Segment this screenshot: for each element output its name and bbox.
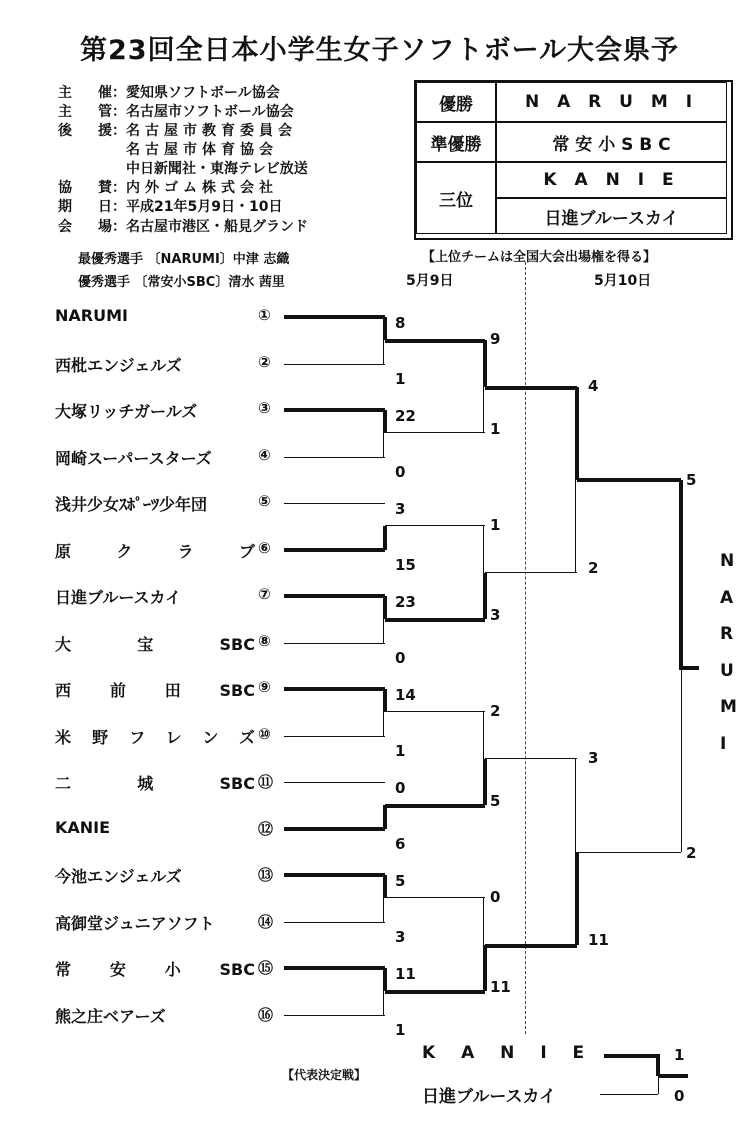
playoff-label: 【代表決定戦】 [282, 1068, 367, 1082]
organizer-label: 主管 [58, 104, 112, 120]
team-line [284, 782, 385, 783]
team-line [284, 873, 385, 877]
round1-connector [383, 689, 387, 712]
team-seed: ⑪ [258, 773, 274, 791]
team-seed: ⑭ [258, 912, 274, 931]
team-name: 岡崎スーパースターズ [55, 448, 212, 468]
round1-connector [383, 968, 387, 991]
round2-connector [483, 712, 484, 759]
round2-score: 2 [490, 702, 501, 721]
round2-line [385, 432, 485, 433]
organizer-colon: ： [112, 180, 126, 196]
winner-label: 優勝 [416, 82, 496, 122]
round1-score: 3 [395, 500, 406, 518]
round3-line [485, 572, 577, 573]
round1-score: 6 [395, 834, 406, 853]
final-score: 5 [686, 470, 697, 489]
round3-line [485, 758, 577, 759]
round1-connector [383, 619, 384, 642]
runnerup-label: 準優勝 [416, 122, 496, 162]
organizer-value: 名古屋市教育委員会 [126, 123, 297, 139]
round2-score: 11 [490, 978, 511, 997]
round3-score: 4 [588, 376, 599, 395]
round1-connector [383, 712, 384, 735]
round1-connector [383, 410, 387, 433]
third-label: 三位 [416, 162, 496, 234]
organizer-value: 中日新聞社・東海テレビ放送 [126, 161, 308, 177]
organizer-row [58, 196, 282, 216]
round3-line [485, 386, 577, 390]
team-name: 常安小SBC [55, 960, 255, 979]
organizer-value: 内外ゴム株式会社 [126, 180, 278, 196]
round2-line [385, 525, 485, 526]
round1-score: 5 [395, 872, 406, 890]
team-line [284, 966, 385, 970]
round1-connector [383, 875, 387, 898]
playoff-line-1 [604, 1054, 659, 1058]
organizer-value: 愛知県ソフトボール協会 [126, 85, 280, 101]
team-line [284, 1015, 385, 1016]
round1-score: 1 [395, 741, 406, 760]
organizer-row [58, 120, 297, 140]
team-name: 大宝SBC [55, 634, 255, 654]
playoff-vline-2 [658, 1076, 659, 1094]
organizer-row [58, 82, 280, 102]
round2-score: 5 [490, 792, 501, 811]
date-day2: 5月10日 [594, 273, 652, 289]
team-name: 熊之庄ベアーズ [55, 1006, 166, 1026]
organizer-value: 名古屋市港区・船見グランド [126, 219, 308, 235]
team-seed: ⑬ [258, 866, 274, 884]
team-line [284, 687, 385, 691]
champion-letter: M [720, 697, 737, 717]
round2-connector [483, 759, 487, 806]
final-score: 2 [686, 843, 697, 862]
organizer-colon: ： [112, 219, 126, 235]
team-seed: ⑩ [258, 724, 271, 743]
round3-score: 3 [588, 748, 599, 767]
final-connector [681, 666, 682, 852]
final-connector [679, 480, 683, 668]
champion-letter: U [720, 660, 734, 681]
team-seed: ① [258, 306, 271, 324]
team-name: 米野フレンズ [55, 727, 255, 747]
team-seed: ⑫ [258, 819, 274, 838]
organizer-row [58, 158, 308, 178]
team-line [284, 594, 385, 598]
round1-connector [383, 526, 387, 549]
round1-score: 23 [395, 593, 416, 611]
team-seed: ⑥ [258, 538, 271, 557]
round1-score: 14 [395, 686, 416, 704]
team-name: 日進ブルースカイ [55, 588, 182, 607]
final-line [577, 478, 681, 482]
round1-connector [383, 317, 387, 340]
round1-connector [383, 898, 384, 921]
round2-score: 3 [490, 606, 501, 625]
organizer-value: 名古屋市ソフトボール協会 [126, 104, 294, 120]
round1-score: 0 [395, 462, 406, 481]
playoff-team-1: K A N I E [422, 1043, 595, 1063]
winner-name: N A R U M I [496, 82, 727, 122]
organizer-label: 会場 [58, 219, 112, 235]
organizer-row [58, 101, 294, 121]
team-line [284, 643, 385, 644]
team-seed: ⑦ [258, 585, 271, 603]
round3-line [485, 944, 577, 948]
champion-letter: A [720, 587, 734, 608]
round1-score: 22 [395, 407, 416, 425]
team-line [284, 457, 385, 458]
playoff-vline-1 [656, 1054, 660, 1076]
organizer-value: 平成21年5月9日・10日 [126, 199, 283, 215]
round2-connector [483, 526, 484, 573]
organizer-label: 協賛 [58, 180, 112, 196]
round1-score: 3 [395, 927, 406, 946]
organizer-row [58, 139, 278, 159]
round1-connector [383, 596, 387, 619]
team-seed: ③ [258, 399, 271, 417]
organizer-colon: ： [112, 104, 126, 120]
organizer-colon: ： [112, 123, 126, 139]
round2-score: 0 [490, 888, 501, 907]
date-day1: 5月9日 [406, 273, 454, 289]
mvp-award: 最優秀選手 〔NARUMI〕中津 志織 [78, 252, 290, 267]
qualification-note: 【上位チームは全国大会出場権を得る】 [422, 250, 657, 265]
team-seed: ⑯ [258, 1005, 274, 1024]
team-name: 西前田SBC [55, 681, 255, 700]
round2-score: 1 [490, 420, 501, 439]
round2-connector [483, 898, 484, 945]
round2-line [385, 711, 485, 712]
runnerup-name: 常 安 小 S B C [496, 122, 727, 162]
organizer-value: 名古屋市体育協会 [126, 142, 278, 158]
round2-line [385, 897, 485, 898]
team-seed: ⑧ [258, 631, 271, 650]
team-name: 浅井少女ｽﾎﾟｰﾂ少年団 [55, 495, 208, 514]
team-line [284, 315, 385, 319]
third-name-2: 日進ブルースカイ [496, 198, 727, 234]
round1-score: 15 [395, 555, 416, 574]
round3-score: 2 [588, 558, 599, 577]
team-line [284, 364, 385, 365]
round1-connector [383, 991, 384, 1014]
round2-connector [483, 573, 487, 620]
team-name: 西枇エンジェルズ [55, 355, 182, 375]
playoff-line-2 [600, 1094, 658, 1095]
third-name-1: K A N I E [496, 162, 727, 198]
round1-connector [383, 433, 384, 456]
round1-score: 1 [395, 1020, 406, 1039]
excellent-award: 優秀選手 〔常安小SBC〕清水 茜里 [78, 275, 285, 290]
round3-connector [575, 387, 579, 480]
team-name: 高御堂ジュニアソフト [55, 913, 215, 933]
round3-connector [575, 852, 579, 945]
round2-line [385, 990, 485, 994]
team-seed: ⑨ [258, 678, 271, 696]
organizer-colon: ： [112, 199, 126, 215]
round2-line [385, 339, 485, 343]
team-seed: ② [258, 352, 271, 371]
round1-score: 0 [395, 648, 406, 667]
day-divider [525, 262, 526, 1034]
team-name: 原クラブ [55, 541, 255, 561]
team-line [284, 408, 385, 412]
team-seed: ④ [258, 445, 271, 464]
team-seed: ⑤ [258, 492, 271, 510]
organizer-row [58, 177, 278, 197]
results-table [414, 80, 733, 240]
round2-connector [483, 340, 487, 387]
round1-connector [383, 340, 384, 363]
team-name: NARUMI [55, 306, 128, 325]
team-line [284, 736, 385, 737]
team-name: 二城SBC [55, 774, 255, 793]
team-line [284, 922, 385, 923]
round3-connector [575, 759, 576, 852]
playoff-team-2: 日進ブルースカイ [422, 1087, 556, 1107]
organizer-label: 後援 [58, 123, 112, 139]
playoff-score-1: 1 [674, 1046, 685, 1064]
champion-letter: N [720, 551, 735, 571]
round2-connector [483, 387, 484, 434]
organizer-label: 期日 [58, 199, 112, 215]
round1-score: 8 [395, 314, 406, 332]
round1-score: 11 [395, 965, 416, 983]
round2-score: 1 [490, 516, 501, 535]
round2-connector [483, 945, 487, 992]
team-seed: ⑮ [258, 959, 274, 977]
team-line [284, 548, 385, 552]
round1-score: 0 [395, 779, 406, 797]
organizer-row [58, 216, 308, 236]
playoff-score-2: 0 [674, 1087, 685, 1105]
final-line [577, 852, 681, 853]
round2-line [385, 804, 485, 808]
round2-line [385, 618, 485, 622]
round1-score: 1 [395, 369, 406, 388]
team-line [284, 827, 385, 831]
organizer-colon: ： [112, 85, 126, 101]
round1-connector [383, 805, 387, 828]
champion-letter: R [720, 624, 734, 644]
round2-score: 9 [490, 330, 501, 349]
champion-letter: I [720, 733, 727, 754]
team-name: KANIE [55, 817, 111, 837]
team-name: 大塚リッチガールズ [55, 402, 198, 421]
page-title: 第23回全日本小学生女子ソフトボール大会県予 [80, 35, 680, 66]
team-line [284, 503, 385, 504]
playoff-line-out [658, 1074, 688, 1078]
organizer-label: 主催 [58, 85, 112, 101]
round3-score: 11 [588, 930, 609, 949]
round3-connector [575, 480, 576, 573]
champion-line [679, 666, 699, 670]
team-name: 今池エンジェルズ [55, 867, 182, 886]
